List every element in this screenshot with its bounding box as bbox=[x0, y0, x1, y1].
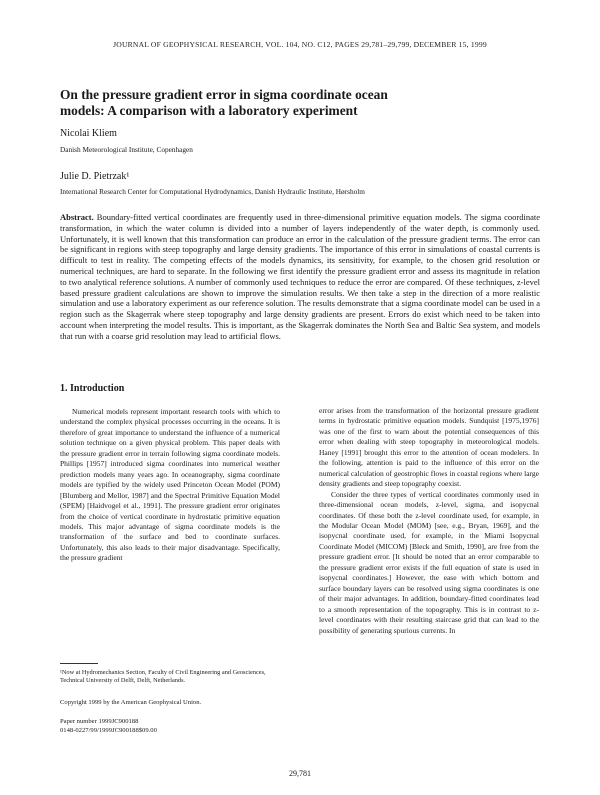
footnote bbox=[60, 669, 280, 686]
body-paragraph: Consider the three types of vertical coordinates commonly used in three-dimensional ocean models, z-level, sigma, and isopycnal coordinates. Of these both the z-level coordinate used, for example, in the Modular Ocean Model (MOM) [see, e.g., Bryan, 1969], and the isopycnal coordinate used, for example, in the Miami Isopycnal Coordinate Model (MICOM) [Bleck and Smith, 1990], are free from the pressure gradient error. [It should be noted that an error comparable to the pressure gradient error exists if the full equation of state is used in isopycnal coordinates.] However, the ease with which bottom and surface boundary layers can be resolved using sigma coordinates is one of their major advantages. In addition, boundary-fitted coordinates lead to a smooth representation of the topography. This is in contrast to z-level coordinates with their resulting staircase grid that can lead to the possibility of generating spurious currents. In bbox=[319, 489, 539, 635]
section-heading: 1. Introduction bbox=[60, 383, 125, 394]
abstract-label: Abstract. bbox=[60, 212, 94, 222]
author-affiliation-2: International Research Center for Computational Hydrodynamics, Danish Hydraulic Institute, Hørsholm bbox=[60, 187, 365, 196]
body-paragraph: error arises from the transformation of the horizontal pressure gradient terms in hydrostatic primitive equation models. Sundquist [1975,1976] was one of the first to warn about the potential consequences of this error when dealing with steep topography in meteorological models. Haney [1991] brought this error to the attention of ocean modelers. In the following, attention is paid to the influence of this error on the numerical calculation of geostrophic flows in coastal regions where large density gradients and steep topography coexist. bbox=[319, 406, 539, 489]
paper-number: Paper number 1999JC900188 bbox=[60, 718, 139, 725]
copyright-notice: Copyright 1999 by the American Geophysical Union. bbox=[60, 699, 202, 706]
title-line-2: models: A comparison with a laboratory experiment bbox=[60, 103, 358, 118]
right-column bbox=[319, 406, 539, 636]
abstract-text: Boundary-fitted vertical coordinates are frequently used in three-dimensional primitive equation models. The sigma coordinate transformation, in which the water column is divided into a number of layers independently of the water depth, is commonly used. Unfortunately, it is well known that this transformation can produce an error in the calculation of the pressure gradient terms. The error can be significant in regions with steep topography and large density gradients. The importance of this error in simulations of coastal currents is difficult to test in reality. The competing effects of the models dynamics, its sensitivity, for example, to the chosen grid resolution or numerical techniques, are hard to separate. In the following we first identify the pressure gradient error and assess its magnitude in relation to two analytical reference solutions. A number of commonly used techniques to reduce the error are compared. Of these techniques, z-level based pressure gradient calculations are shown to improve the simulation results. We then take a step in the direction of a more realistic simulation and use a laboratory experiment as our reference solution. The results demonstrate that a sigma coordinate model can be used in a region such as the Skagerrak where steep topography and large density gradients are present. Errors do exist which need to be taken into account when interpreting the model results. This is important, as the Skagerrak dominates the North Sea and Baltic Sea system, and models that run with a coarse grid resolution may lead to artificial flows. bbox=[60, 212, 541, 341]
author-name-2: Julie D. Pietrzak¹ bbox=[60, 171, 130, 182]
body-paragraph: Numerical models represent important research tools with which to understand the complex physical processes occurring in the oceans. It is therefore of great importance to understand the influence of a numerical solution technique on a given physical problem. This paper deals with the pressure gradient error in terrain following sigma coordinate models. Phillips [1957] introduced sigma coordinates into numerical weather prediction models many years ago. In oceanography, sigma coordinate models are typified by the widely used Princeton Ocean Model (POM) [Blumberg and Mellor, 1987] and the Spectral Primitive Equation Model (SPEM) [Haidvogel et al., 1991]. The pressure gradient error originates from the choice of vertical coordinate in hydrostatic primitive equation models. This major advantage of sigma coordinate models is the transformation of the surface and bed to coordinate surfaces. Unfortunately, this also leads to their major disadvantage. Specifically, the pressure gradient bbox=[60, 407, 280, 563]
footnote-text: ¹Now at Hydromechanics Section, Faculty of Civil Engineering and Geosciences, Technical University of Delft, Delft, Netherlands. bbox=[60, 669, 266, 685]
left-column bbox=[60, 407, 280, 564]
page-number: 29,781 bbox=[289, 769, 311, 778]
paper-title bbox=[60, 87, 540, 119]
running-head: JOURNAL OF GEOPHYSICAL RESEARCH, VOL. 104, NO. C12, PAGES 29,781–29,799, DECEMBER 15, 1999 bbox=[113, 40, 487, 49]
issn-code: 0148-0227/99/1999JC900188$09.00 bbox=[60, 727, 157, 734]
author-name-1: Nicolai Kliem bbox=[60, 128, 117, 139]
title-line-1: On the pressure gradient error in sigma coordinate ocean bbox=[60, 87, 388, 102]
abstract bbox=[60, 212, 540, 342]
author-affiliation-1: Danish Meteorological Institute, Copenhagen bbox=[60, 145, 193, 154]
footnote-divider bbox=[60, 663, 98, 664]
